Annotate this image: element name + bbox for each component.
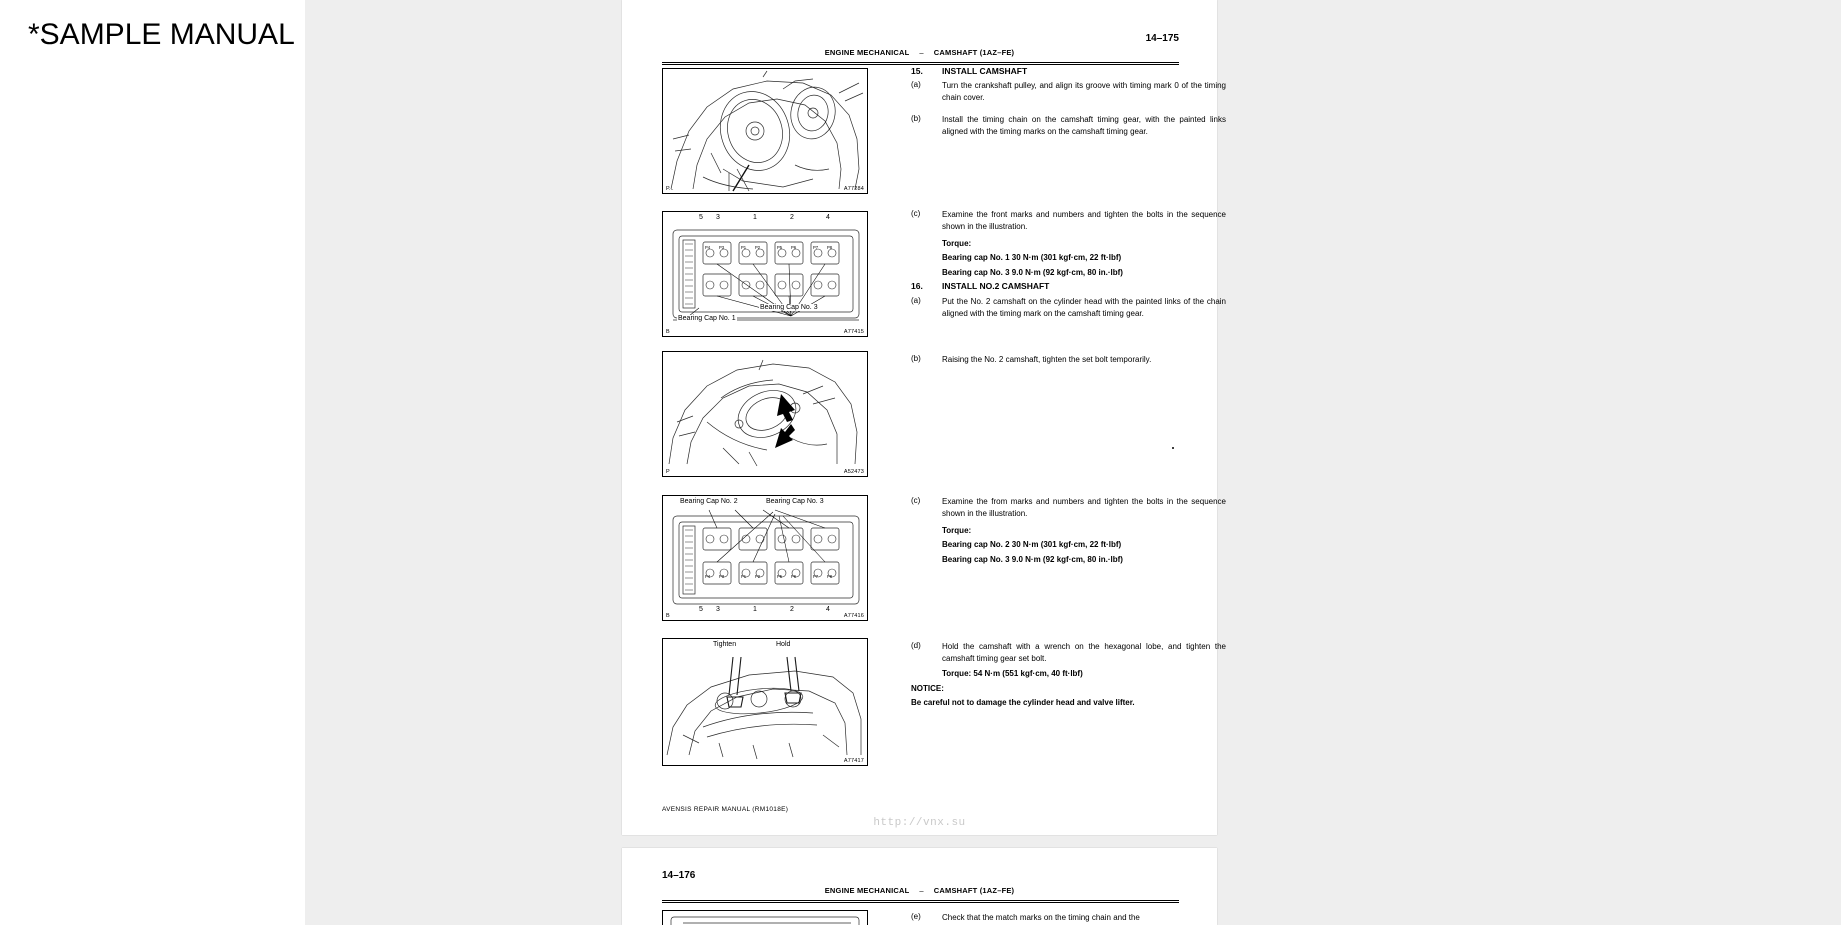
step-16-title: INSTALL NO.2 CAMSHAFT bbox=[942, 281, 1050, 291]
figure-bearing-cap-sequence-2 bbox=[662, 495, 868, 621]
figure-2-caption-bearing-cap-1: Bearing Cap No. 1 bbox=[678, 315, 736, 322]
item-d2-label: (d) bbox=[911, 641, 921, 650]
figure-2-pmark: B bbox=[666, 329, 670, 335]
header-separator: – bbox=[919, 48, 924, 57]
header-rule-bottom bbox=[662, 64, 1179, 65]
svg-text:P8: P8 bbox=[827, 574, 833, 579]
figure-2-code: A77415 bbox=[843, 329, 864, 335]
figure-5-code: A77417 bbox=[843, 758, 864, 764]
item-a1-label: (a) bbox=[911, 80, 921, 89]
item-c2-torque-line-2: Bearing cap No. 3 9.0 N·m (92 kgf·cm, 80 in.·lbf) bbox=[942, 555, 1123, 564]
svg-text:P4: P4 bbox=[705, 245, 711, 250]
item-b2-label: (b) bbox=[911, 354, 921, 363]
svg-text:P7: P7 bbox=[813, 574, 819, 579]
item-a1-text: Turn the crankshaft pulley, and align its groove with timing mark 0 of the timing chain cover. bbox=[942, 81, 1226, 102]
svg-text:P5: P5 bbox=[777, 574, 783, 579]
figure-2-caption-1: 1 bbox=[753, 214, 757, 221]
figure-4-code: A77416 bbox=[843, 613, 864, 619]
stray-dot-mark bbox=[1172, 447, 1174, 449]
svg-text:P1: P1 bbox=[741, 574, 747, 579]
item-e-label: (e) bbox=[911, 912, 921, 921]
svg-text:P6: P6 bbox=[791, 574, 797, 579]
page-2-header-rule-top bbox=[662, 900, 1179, 901]
figure-4-pmark: B bbox=[666, 613, 670, 619]
item-e-text: Check that the match marks on the timing chain and the bbox=[942, 913, 1140, 922]
step-16-number: 16. bbox=[911, 281, 923, 291]
svg-text:P2: P2 bbox=[755, 574, 761, 579]
svg-text:P3: P3 bbox=[719, 574, 725, 579]
document-page-2 bbox=[622, 848, 1217, 925]
figure-1-pmark: P... bbox=[666, 186, 674, 192]
figure-5-caption-tighten: Tighten bbox=[713, 641, 737, 648]
left-white-panel bbox=[0, 0, 305, 925]
item-c2-torque-label: Torque: bbox=[942, 526, 972, 535]
figure-2-caption-bearing-cap-3: Bearing Cap No. 3 bbox=[760, 304, 818, 311]
item-c2-label: (c) bbox=[911, 496, 921, 505]
page-2-header-left: ENGINE MECHANICAL bbox=[824, 886, 910, 895]
notice-label: NOTICE: bbox=[911, 684, 944, 693]
figure-1-drawing bbox=[663, 69, 867, 193]
svg-text:P4: P4 bbox=[705, 574, 711, 579]
document-page-1 bbox=[622, 0, 1226, 835]
header-left: ENGINE MECHANICAL bbox=[824, 48, 910, 57]
page-2-header bbox=[622, 886, 1217, 895]
step-15-number: 15. bbox=[911, 66, 923, 76]
figure-4-caption-5: 5 bbox=[699, 606, 703, 613]
header-rule-top bbox=[662, 62, 1179, 63]
figure-4-caption-3: 3 bbox=[716, 606, 720, 613]
item-c2-torque-line-1: Bearing cap No. 2 30 N·m (301 kgf·cm, 22 ft·lbf) bbox=[942, 540, 1122, 549]
item-d2-text: Hold the camshaft with a wrench on the hexagonal lobe, and tighten the camshaft timing gear set bolt. bbox=[942, 642, 1226, 663]
figure-2-caption-4: 4 bbox=[826, 214, 830, 221]
step-15-title: INSTALL CAMSHAFT bbox=[942, 66, 1028, 76]
item-a2-text: Put the No. 2 camshaft on the cylinder head with the painted links of the chain aligned with the timing mark on the camshaft timing gear. bbox=[942, 297, 1226, 318]
figure-1-code: A77284 bbox=[843, 186, 864, 192]
notice-text: Be careful not to damage the cylinder head and valve lifter. bbox=[911, 698, 1135, 707]
item-c1-text: Examine the front marks and numbers and tighten the bolts in the sequence shown in the illustration. bbox=[942, 210, 1226, 231]
figure-2-caption-2: 2 bbox=[790, 214, 794, 221]
figure-4-drawing bbox=[663, 496, 867, 620]
item-b1-label: (b) bbox=[911, 114, 921, 123]
item-d2-torque-line: Torque: 54 N·m (551 kgf·cm, 40 ft·lbf) bbox=[942, 669, 1083, 678]
page-number: 14–175 bbox=[1145, 33, 1179, 44]
figure-4-caption-1: 1 bbox=[753, 606, 757, 613]
figure-2-caption-5: 5 bbox=[699, 214, 703, 221]
page-2-header-separator: – bbox=[919, 886, 924, 895]
item-c1-torque-label: Torque: bbox=[942, 239, 972, 248]
figure-6-drawing bbox=[663, 911, 867, 925]
figure-3-code: A52473 bbox=[843, 469, 864, 475]
figure-5-drawing bbox=[663, 639, 867, 765]
figure-4-caption-bearing-cap-2: Bearing Cap No. 2 bbox=[680, 498, 738, 505]
item-c1-torque-line-2: Bearing cap No. 3 9.0 N·m (92 kgf·cm, 80 in.·lbf) bbox=[942, 268, 1123, 277]
figure-3-pmark: P bbox=[666, 469, 670, 475]
item-b1-text: Install the timing chain on the camshaft timing gear, with the painted links aligned with the timing marks on the camshaft timing gear. bbox=[942, 115, 1226, 136]
item-c1-torque-line-1: Bearing cap No. 1 30 N·m (301 kgf·cm, 22 ft·lbf) bbox=[942, 253, 1122, 262]
figure-bearing-cap-sequence-1 bbox=[662, 211, 868, 337]
page-footer: AVENSIS REPAIR MANUAL (RM1018E) bbox=[662, 806, 789, 813]
svg-text:P7: P7 bbox=[813, 245, 819, 250]
figure-timing-chain-cover bbox=[662, 68, 868, 194]
watermark: http://vnx.su bbox=[873, 817, 966, 829]
figure-4-caption-2: 2 bbox=[790, 606, 794, 613]
page-2-number: 14–176 bbox=[662, 870, 696, 881]
figure-raise-no2-camshaft bbox=[662, 351, 868, 477]
svg-text:P5: P5 bbox=[777, 245, 783, 250]
item-a2-label: (a) bbox=[911, 296, 921, 305]
svg-text:P3: P3 bbox=[719, 245, 725, 250]
figure-4-caption-4: 4 bbox=[826, 606, 830, 613]
svg-text:P8: P8 bbox=[827, 245, 833, 250]
item-b2-text: Raising the No. 2 camshaft, tighten the set bolt temporarily. bbox=[942, 355, 1152, 364]
figure-5-caption-hold: Hold bbox=[776, 641, 791, 648]
figure-hold-and-tighten bbox=[662, 638, 868, 766]
svg-text:P6: P6 bbox=[791, 245, 797, 250]
page-2-header-right: CAMSHAFT (1AZ–FE) bbox=[933, 886, 1015, 895]
svg-text:P2: P2 bbox=[755, 245, 761, 250]
page-2-header-rule-bottom bbox=[662, 902, 1179, 903]
svg-text:P1: P1 bbox=[741, 245, 747, 250]
figure-3-drawing bbox=[663, 352, 867, 476]
item-c2-text: Examine the from marks and numbers and tighten the bolts in the sequence shown in the illustration. bbox=[942, 497, 1226, 518]
figure-4-caption-bearing-cap-3: Bearing Cap No. 3 bbox=[766, 498, 824, 505]
page-header bbox=[622, 48, 1217, 57]
sample-manual-label: *SAMPLE MANUAL bbox=[28, 18, 295, 51]
figure-2-caption-3: 3 bbox=[716, 214, 720, 221]
item-c1-label: (c) bbox=[911, 209, 921, 218]
figure-page2-partial bbox=[662, 910, 868, 925]
header-right: CAMSHAFT (1AZ–FE) bbox=[933, 48, 1015, 57]
